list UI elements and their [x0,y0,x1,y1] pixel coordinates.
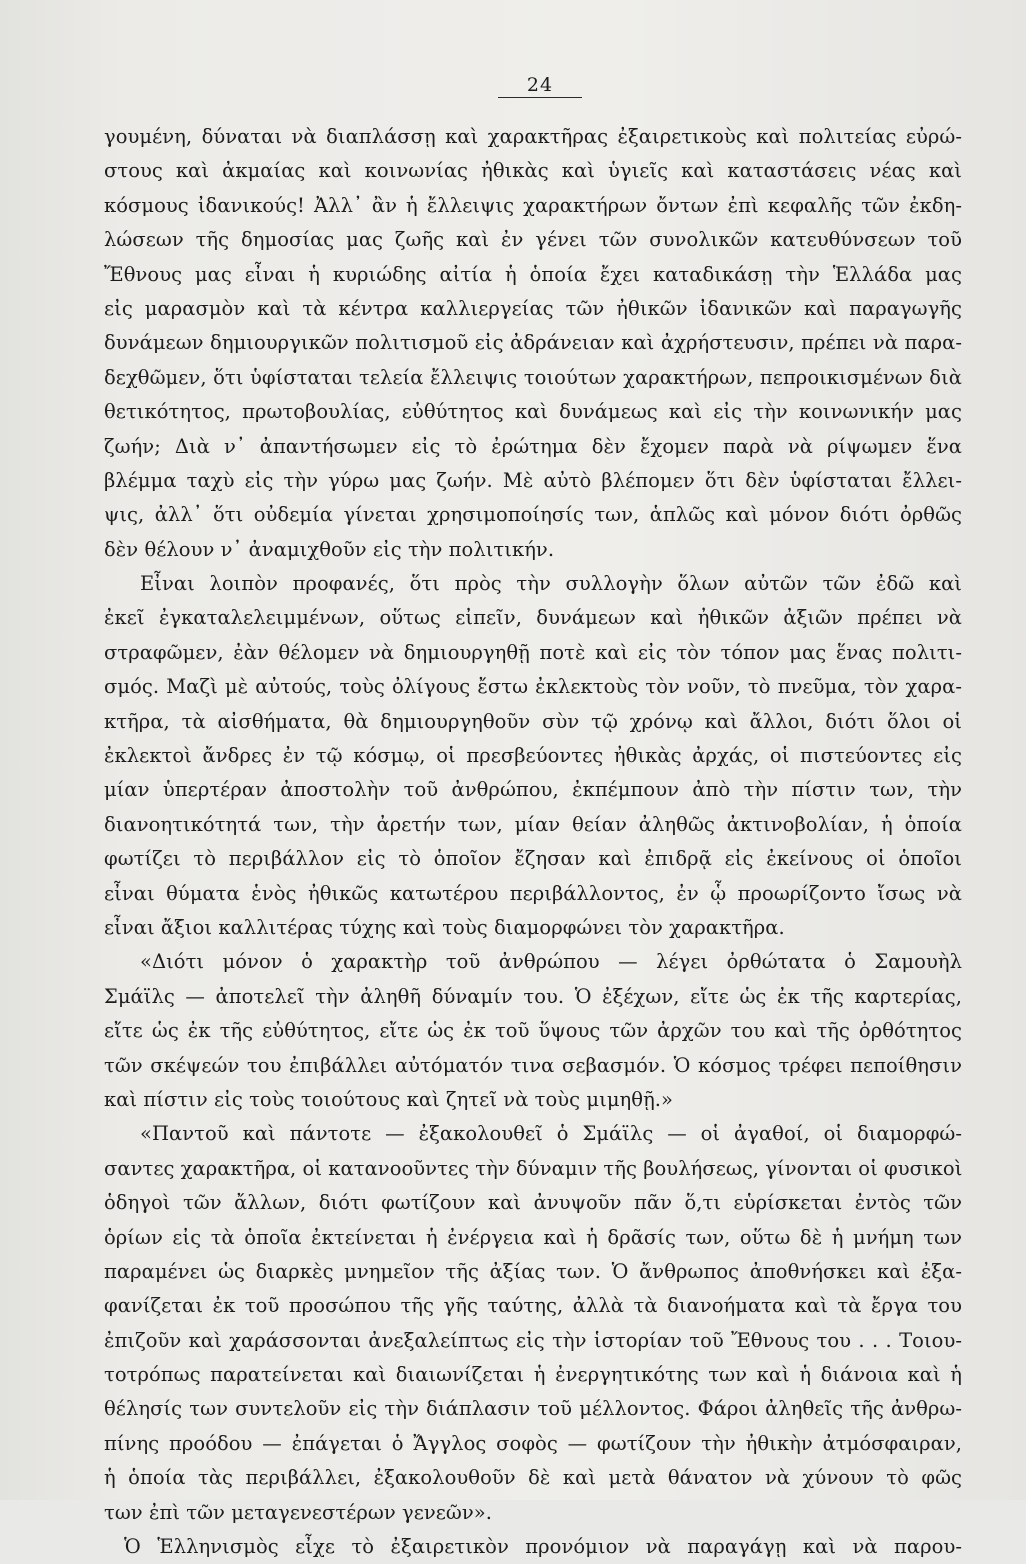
text-line: ὁδηγοὶ τῶν ἄλλων, διότι φωτίζουν καὶ ἀνυψοῦν πᾶν ὅ,τι εὑρίσκεται ἐντὸς τῶν [104,1191,962,1215]
text-line: δὲν θέλουν ν᾿ ἀναμιχθοῦν εἰς τὴν πολιτικήν. [104,537,555,561]
text-line: ἐπιζοῦν καὶ χαράσσονται ἀνεξαλείπτως εἰς τὴν ἱστορίαν τοῦ Ἔθνους του . . . Τοιου- [104,1328,962,1352]
text-line: στραφῶμεν, ἐὰν θέλομεν νὰ δημιουργηθῇ ποτὲ καὶ εἰς τὸν τόπον μας ἕνας πολιτι- [104,640,962,664]
text-line: σαντες χαρακτῆρα, οἱ κατανοοῦντες τὴν δύναμιν τῆς βουλήσεως, γίνονται οἱ φυσικοὶ [104,1156,963,1180]
text-line: «Διότι μόνον ὁ χαρακτὴρ τοῦ ἀνθρώπου — λέγει ὀρθώτατα ὁ Σαμουὴλ [140,950,962,974]
text-line: εἴτε ὡς ἐκ τῆς εὐθύτητος, εἴτε ὡς ἐκ τοῦ ὕψους τῶν ἀρχῶν του καὶ τῆς ὀρθότητος [104,1019,962,1043]
text-line: διανοητικότητά των, τὴν ἀρετήν των, μίαν θείαν ἀληθῶς ἀκτινοβολίαν, ἡ ὁποία [104,812,962,836]
text-line: δυνάμεων δημιουργικῶν πολιτισμοῦ εἰς ἀδράνειαν καὶ ἀχρήστευσιν, πρέπει νὰ παρα- [104,331,962,355]
text-line: στους καὶ ἀκμαίας καὶ κοινωνίας ἠθικὰς καὶ ὑγιεῖς καὶ καταστάσεις νέας καὶ [104,159,962,183]
text-line: μίαν ὑπερτέραν ἀποστολὴν τοῦ ἀνθρώπου, ἐκπέμπουν ἀπὸ τὴν πίστιν των, τὴν [104,778,962,802]
text-line: βλέμμα ταχὺ εἰς τὴν γύρω μας ζωήν. Μὲ αὐτὸ βλέπομεν ὅτι δὲν ὑφίσταται ἔλλει- [104,468,962,492]
text-line: καὶ πίστιν εἰς τοὺς τοιούτους καὶ ζητεῖ νὰ τοὺς μιμηθῇ.» [104,1087,674,1111]
text-line: ζωήν; Διὰ ν᾿ ἀπαντήσωμεν εἰς τὸ ἐρώτημα δὲν ἔχομεν παρὰ νὰ ρίψωμεν ἕνα [104,434,962,458]
text-line: ὁρίων εἰς τὰ ὁποῖα ἐκτείνεται ἡ ἐνέργεια καὶ ἡ δρᾶσίς των, οὕτω δὲ ἡ μνήμη των [104,1225,962,1249]
text-line: Σμάϊλς — ἀποτελεῖ τὴν ἀληθῆ δύναμίν του. Ὁ ἐξέχων, εἴτε ὡς ἐκ τῆς καρτερίας, [104,984,962,1008]
text-line: ἐκλεκτοὶ ἄνδρες ἐν τῷ κόσμῳ, οἱ πρεσβεύοντες ἠθικὰς ἀρχάς, οἱ πιστεύοντες εἰς [104,744,962,768]
text-line: ψις, ἀλλ᾿ ὅτι οὐδεμία γίνεται χρησιμοποίησίς των, ἁπλῶς καὶ μόνον διότι ὀρθῶς [104,503,962,527]
text-line: θετικότητος, πρωτοβουλίας, εὐθύτητος καὶ δυνάμεως καὶ εἰς τὴν κοινωνικήν μας [104,400,962,424]
text-line: δεχθῶμεν, ὅτι ὑφίσταται τελεία ἔλλειψις τοιούτων χαρακτήρων, πεπροικισμένων διὰ [104,365,962,389]
text-line: θέλησίς των συντελοῦν εἰς τὴν διάπλασιν τοῦ μέλλοντος. Φάροι ἀληθεῖς τῆς ἀνθρω- [104,1397,962,1421]
text-line: εἶναι ἄξιοι καλλιτέρας τύχης καὶ τοὺς διαμορφώνει τὸν χαρακτῆρα. [104,915,785,939]
text-line: εἰς μαρασμὸν καὶ τὰ κέντρα καλλιεργείας τῶν ἠθικῶν ἰδανικῶν καὶ παραγωγῆς [104,296,962,320]
text-line: Ὁ Ἑλληνισμὸς εἶχε τὸ ἐξαιρετικὸν προνόμιον νὰ παραγάγῃ καὶ νὰ παρου- [124,1535,962,1559]
body-text [104,120,962,1564]
text-line: λώσεων τῆς δημοσίας μας ζωῆς καὶ ἐν γένει τῶν συνολικῶν κατευθύνσεων τοῦ [104,228,962,252]
text-line: τοτρόπως παρατείνεται καὶ διαιωνίζεται ἡ ἐνεργητικότης των καὶ ἡ διάνοια καὶ ἡ [104,1363,962,1387]
text-line: κόσμους ἰδανικούς! Ἀλλ᾿ ἂν ἡ ἔλλειψις χαρακτήρων ὄντων ἐπὶ κεφαλῆς τῶν ἐκδη- [104,193,962,217]
text-line: «Παντοῦ καὶ πάντοτε — ἐξακολουθεῖ ὁ Σμάϊλς — οἱ ἀγαθοί, οἱ διαμορφώ- [140,1122,962,1146]
page-number-underline [498,97,582,98]
text-line: ἡ ὁποία τὰς περιβάλλει, ἐξακολουθοῦν δὲ καὶ μετὰ θάνατον νὰ χύνουν τὸ φῶς [104,1466,962,1490]
text-line: πίνης προόδου — ἐπάγεται ὁ Ἄγγλος σοφὸς — φωτίζουν τὴν ἠθικὴν ἀτμόσφαιραν, [104,1431,962,1455]
text-line: Ἔθνους μας εἶναι ἡ κυριώδης αἰτία ἡ ὁποία ἔχει καταδικάσῃ τὴν Ἑλλάδα μας [104,262,962,286]
text-line: παραμένει ὡς διαρκὲς μνημεῖον τῆς ἀξίας των. Ὁ ἄνθρωπος ἀποθνήσκει καὶ ἐξα- [104,1259,962,1283]
text-line: των ἐπὶ τῶν μεταγενεστέρων γενεῶν». [104,1500,493,1524]
text-line: φανίζεται ἐκ τοῦ προσώπου τῆς γῆς ταύτης, ἀλλὰ τὰ διανοήματα καὶ τὰ ἔργα του [104,1294,962,1318]
text-line: Εἶναι λοιπὸν προφανές, ὅτι πρὸς τὴν συλλογὴν ὅλων αὐτῶν τῶν ἐδῶ καὶ [140,572,962,596]
text-line: φωτίζει τὸ περιβάλλον εἰς τὸ ὁποῖον ἔζησαν καὶ ἐπιδρᾷ εἰς ἐκείνους οἱ ὁποῖοι [104,847,962,871]
text-line: σμός. Μαζὶ μὲ αὐτούς, τοὺς ὀλίγους ἔστω ἐκλεκτοὺς τὸν νοῦν, τὸ πνεῦμα, τὸν χαρα- [104,675,962,699]
text-line: γουμένη, δύναται νὰ διαπλάσσῃ καὶ χαρακτῆρας ἐξαιρετικοὺς καὶ πολιτείας εὐρώ- [104,125,962,148]
text-line: εἶναι θύματα ἑνὸς ἠθικῶς κατωτέρου περιβάλλοντος, ἐν ᾧ προωρίζοντο ἴσως νὰ [104,881,962,905]
page-number: 24 [526,74,554,96]
text-line: κτῆρα, τὰ αἰσθήματα, θὰ δημιουργηθοῦν σὺν τῷ χρόνῳ καὶ ἄλλοι, διότι ὅλοι οἱ [104,709,962,733]
text-line: ἐκεῖ ἐγκαταλελειμμένων, οὕτως εἰπεῖν, δυνάμεων καὶ ἠθικῶν ἀξιῶν πρέπει νὰ [104,606,962,630]
text-line: τῶν σκέψεών του ἐπιβάλλει αὐτόματόν τινα σεβασμόν. Ὁ κόσμος τρέφει πεποίθησιν [104,1053,962,1077]
